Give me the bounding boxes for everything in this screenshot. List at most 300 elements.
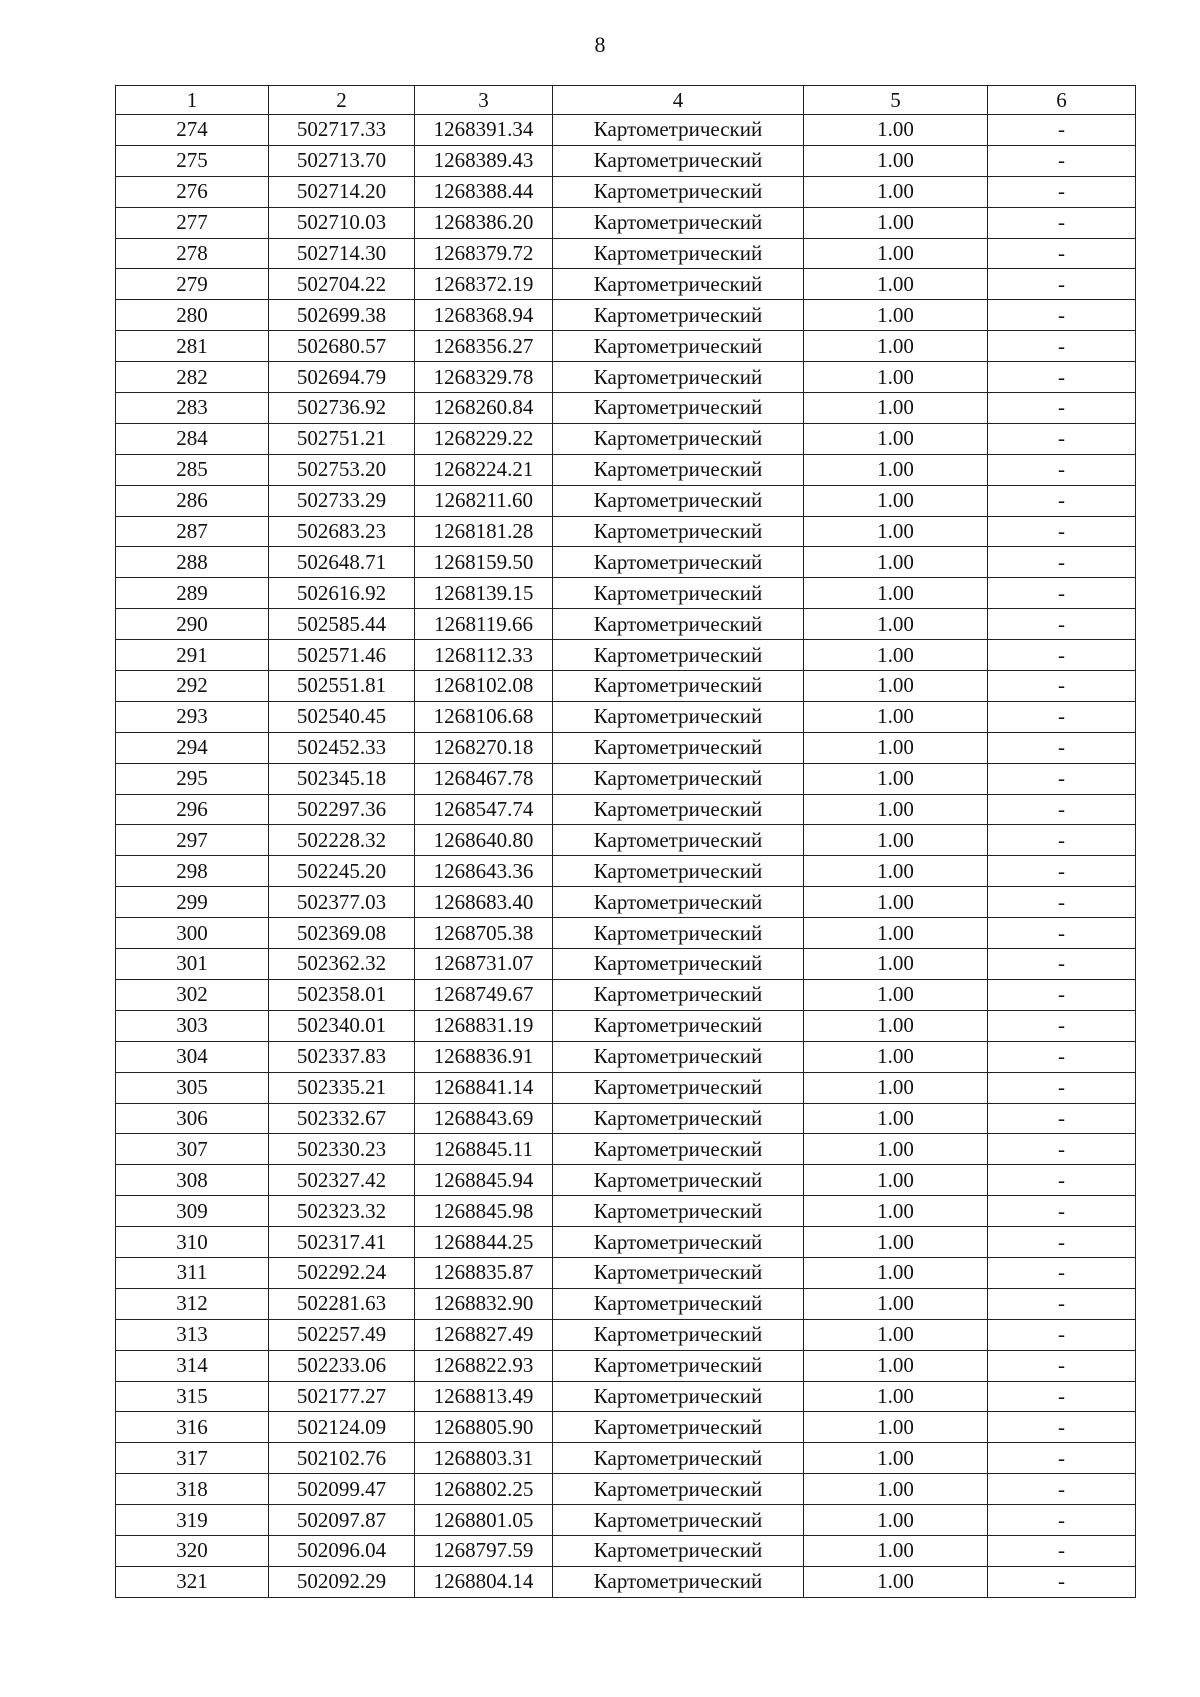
- method-cell: Картометрический: [553, 145, 804, 176]
- point-number-cell: 296: [116, 794, 269, 825]
- y-coordinate-cell: 1268705.38: [415, 918, 553, 949]
- y-coordinate-cell: 1268181.28: [415, 516, 553, 547]
- method-cell: Картометрический: [553, 362, 804, 393]
- method-cell: Картометрический: [553, 671, 804, 702]
- accuracy-cell: 1.00: [804, 1257, 988, 1288]
- column-header: 6: [988, 86, 1136, 115]
- accuracy-cell: 1.00: [804, 1505, 988, 1536]
- x-coordinate-cell: 502751.21: [269, 423, 415, 454]
- y-coordinate-cell: 1268797.59: [415, 1535, 553, 1566]
- method-cell: Картометрический: [553, 1041, 804, 1072]
- point-number-cell: 280: [116, 300, 269, 331]
- x-coordinate-cell: 502099.47: [269, 1474, 415, 1505]
- point-number-cell: 282: [116, 362, 269, 393]
- method-cell: Картометрический: [553, 1443, 804, 1474]
- y-coordinate-cell: 1268801.05: [415, 1505, 553, 1536]
- table-row: [116, 949, 1136, 980]
- accuracy-cell: 1.00: [804, 1443, 988, 1474]
- y-coordinate-cell: 1268845.98: [415, 1196, 553, 1227]
- method-cell: Картометрический: [553, 269, 804, 300]
- x-coordinate-cell: 502323.32: [269, 1196, 415, 1227]
- accuracy-cell: 1.00: [804, 1165, 988, 1196]
- note-cell: -: [988, 979, 1136, 1010]
- note-cell: -: [988, 1319, 1136, 1350]
- accuracy-cell: 1.00: [804, 1072, 988, 1103]
- point-number-cell: 283: [116, 393, 269, 424]
- accuracy-cell: 1.00: [804, 362, 988, 393]
- point-number-cell: 310: [116, 1227, 269, 1258]
- accuracy-cell: 1.00: [804, 1196, 988, 1227]
- table-row: [116, 887, 1136, 918]
- table-row: [116, 331, 1136, 362]
- accuracy-cell: 1.00: [804, 609, 988, 640]
- table-row: [116, 1412, 1136, 1443]
- method-cell: Картометрический: [553, 393, 804, 424]
- point-number-cell: 313: [116, 1319, 269, 1350]
- note-cell: -: [988, 238, 1136, 269]
- note-cell: -: [988, 701, 1136, 732]
- method-cell: Картометрический: [553, 979, 804, 1010]
- x-coordinate-cell: 502292.24: [269, 1257, 415, 1288]
- table-row: [116, 1381, 1136, 1412]
- point-number-cell: 292: [116, 671, 269, 702]
- method-cell: Картометрический: [553, 1381, 804, 1412]
- accuracy-cell: 1.00: [804, 1288, 988, 1319]
- accuracy-cell: 1.00: [804, 207, 988, 238]
- note-cell: -: [988, 1072, 1136, 1103]
- y-coordinate-cell: 1268224.21: [415, 454, 553, 485]
- column-header: 5: [804, 86, 988, 115]
- y-coordinate-cell: 1268813.49: [415, 1381, 553, 1412]
- point-number-cell: 290: [116, 609, 269, 640]
- y-coordinate-cell: 1268467.78: [415, 763, 553, 794]
- method-cell: Картометрический: [553, 918, 804, 949]
- table-row: [116, 485, 1136, 516]
- point-number-cell: 308: [116, 1165, 269, 1196]
- x-coordinate-cell: 502297.36: [269, 794, 415, 825]
- x-coordinate-cell: 502452.33: [269, 732, 415, 763]
- accuracy-cell: 1.00: [804, 423, 988, 454]
- accuracy-cell: 1.00: [804, 949, 988, 980]
- note-cell: -: [988, 763, 1136, 794]
- y-coordinate-cell: 1268844.25: [415, 1227, 553, 1258]
- table-row: [116, 856, 1136, 887]
- accuracy-cell: 1.00: [804, 979, 988, 1010]
- method-cell: Картометрический: [553, 115, 804, 146]
- y-coordinate-cell: 1268845.11: [415, 1134, 553, 1165]
- point-number-cell: 299: [116, 887, 269, 918]
- table-row: [116, 207, 1136, 238]
- note-cell: -: [988, 423, 1136, 454]
- table-row: [116, 825, 1136, 856]
- note-cell: -: [988, 454, 1136, 485]
- table-row: [116, 640, 1136, 671]
- note-cell: -: [988, 207, 1136, 238]
- note-cell: -: [988, 1505, 1136, 1536]
- y-coordinate-cell: 1268386.20: [415, 207, 553, 238]
- accuracy-cell: 1.00: [804, 516, 988, 547]
- note-cell: -: [988, 887, 1136, 918]
- x-coordinate-cell: 502097.87: [269, 1505, 415, 1536]
- table-row: [116, 1165, 1136, 1196]
- accuracy-cell: 1.00: [804, 1227, 988, 1258]
- x-coordinate-cell: 502713.70: [269, 145, 415, 176]
- note-cell: -: [988, 300, 1136, 331]
- y-coordinate-cell: 1268372.19: [415, 269, 553, 300]
- column-header: 3: [415, 86, 553, 115]
- table-row: [116, 454, 1136, 485]
- y-coordinate-cell: 1268119.66: [415, 609, 553, 640]
- method-cell: Картометрический: [553, 1474, 804, 1505]
- accuracy-cell: 1.00: [804, 393, 988, 424]
- y-coordinate-cell: 1268841.14: [415, 1072, 553, 1103]
- method-cell: Картометрический: [553, 485, 804, 516]
- method-cell: Картометрический: [553, 1505, 804, 1536]
- note-cell: -: [988, 1227, 1136, 1258]
- y-coordinate-cell: 1268832.90: [415, 1288, 553, 1319]
- note-cell: -: [988, 393, 1136, 424]
- note-cell: -: [988, 269, 1136, 300]
- accuracy-cell: 1.00: [804, 485, 988, 516]
- method-cell: Картометрический: [553, 825, 804, 856]
- y-coordinate-cell: 1268106.68: [415, 701, 553, 732]
- method-cell: Картометрический: [553, 578, 804, 609]
- point-number-cell: 284: [116, 423, 269, 454]
- x-coordinate-cell: 502330.23: [269, 1134, 415, 1165]
- y-coordinate-cell: 1268640.80: [415, 825, 553, 856]
- x-coordinate-cell: 502585.44: [269, 609, 415, 640]
- method-cell: Картометрический: [553, 1566, 804, 1597]
- y-coordinate-cell: 1268102.08: [415, 671, 553, 702]
- note-cell: -: [988, 115, 1136, 146]
- point-number-cell: 286: [116, 485, 269, 516]
- y-coordinate-cell: 1268159.50: [415, 547, 553, 578]
- method-cell: Картометрический: [553, 300, 804, 331]
- method-cell: Картометрический: [553, 1288, 804, 1319]
- table-row: [116, 609, 1136, 640]
- y-coordinate-cell: 1268547.74: [415, 794, 553, 825]
- table-row: [116, 423, 1136, 454]
- point-number-cell: 274: [116, 115, 269, 146]
- method-cell: Картометрический: [553, 176, 804, 207]
- point-number-cell: 306: [116, 1103, 269, 1134]
- point-number-cell: 319: [116, 1505, 269, 1536]
- accuracy-cell: 1.00: [804, 825, 988, 856]
- accuracy-cell: 1.00: [804, 300, 988, 331]
- method-cell: Картометрический: [553, 887, 804, 918]
- method-cell: Картометрический: [553, 516, 804, 547]
- column-header: 4: [553, 86, 804, 115]
- y-coordinate-cell: 1268843.69: [415, 1103, 553, 1134]
- x-coordinate-cell: 502102.76: [269, 1443, 415, 1474]
- method-cell: Картометрический: [553, 1196, 804, 1227]
- x-coordinate-cell: 502092.29: [269, 1566, 415, 1597]
- method-cell: Картометрический: [553, 609, 804, 640]
- table-row: [116, 300, 1136, 331]
- table-row: [116, 1196, 1136, 1227]
- x-coordinate-cell: 502332.67: [269, 1103, 415, 1134]
- x-coordinate-cell: 502551.81: [269, 671, 415, 702]
- note-cell: -: [988, 1010, 1136, 1041]
- accuracy-cell: 1.00: [804, 732, 988, 763]
- y-coordinate-cell: 1268139.15: [415, 578, 553, 609]
- method-cell: Картометрический: [553, 1134, 804, 1165]
- x-coordinate-cell: 502616.92: [269, 578, 415, 609]
- table-row: [116, 1010, 1136, 1041]
- point-number-cell: 318: [116, 1474, 269, 1505]
- accuracy-cell: 1.00: [804, 1566, 988, 1597]
- note-cell: -: [988, 516, 1136, 547]
- note-cell: -: [988, 362, 1136, 393]
- y-coordinate-cell: 1268260.84: [415, 393, 553, 424]
- method-cell: Картометрический: [553, 423, 804, 454]
- point-number-cell: 314: [116, 1350, 269, 1381]
- table-row: [116, 1227, 1136, 1258]
- accuracy-cell: 1.00: [804, 115, 988, 146]
- y-coordinate-cell: 1268388.44: [415, 176, 553, 207]
- note-cell: -: [988, 1535, 1136, 1566]
- x-coordinate-cell: 502337.83: [269, 1041, 415, 1072]
- y-coordinate-cell: 1268803.31: [415, 1443, 553, 1474]
- note-cell: -: [988, 1288, 1136, 1319]
- point-number-cell: 278: [116, 238, 269, 269]
- table-row: [116, 1566, 1136, 1597]
- table-row: [116, 1103, 1136, 1134]
- point-number-cell: 295: [116, 763, 269, 794]
- note-cell: -: [988, 856, 1136, 887]
- accuracy-cell: 1.00: [804, 1010, 988, 1041]
- method-cell: Картометрический: [553, 1535, 804, 1566]
- note-cell: -: [988, 1134, 1136, 1165]
- note-cell: -: [988, 732, 1136, 763]
- method-cell: Картометрический: [553, 732, 804, 763]
- table-row: [116, 1072, 1136, 1103]
- x-coordinate-cell: 502717.33: [269, 115, 415, 146]
- point-number-cell: 293: [116, 701, 269, 732]
- note-cell: -: [988, 578, 1136, 609]
- table-row: [116, 732, 1136, 763]
- point-number-cell: 288: [116, 547, 269, 578]
- x-coordinate-cell: 502369.08: [269, 918, 415, 949]
- accuracy-cell: 1.00: [804, 671, 988, 702]
- x-coordinate-cell: 502233.06: [269, 1350, 415, 1381]
- method-cell: Картометрический: [553, 1350, 804, 1381]
- x-coordinate-cell: 502714.20: [269, 176, 415, 207]
- x-coordinate-cell: 502699.38: [269, 300, 415, 331]
- table-row: [116, 362, 1136, 393]
- note-cell: -: [988, 825, 1136, 856]
- note-cell: -: [988, 547, 1136, 578]
- column-header: 2: [269, 86, 415, 115]
- accuracy-cell: 1.00: [804, 1041, 988, 1072]
- x-coordinate-cell: 502362.32: [269, 949, 415, 980]
- x-coordinate-cell: 502257.49: [269, 1319, 415, 1350]
- point-number-cell: 298: [116, 856, 269, 887]
- table-row: [116, 516, 1136, 547]
- point-number-cell: 285: [116, 454, 269, 485]
- method-cell: Картометрический: [553, 763, 804, 794]
- method-cell: Картометрический: [553, 207, 804, 238]
- y-coordinate-cell: 1268802.25: [415, 1474, 553, 1505]
- point-number-cell: 277: [116, 207, 269, 238]
- table-row: [116, 1505, 1136, 1536]
- point-number-cell: 316: [116, 1412, 269, 1443]
- table-row: [116, 176, 1136, 207]
- accuracy-cell: 1.00: [804, 856, 988, 887]
- note-cell: -: [988, 331, 1136, 362]
- accuracy-cell: 1.00: [804, 640, 988, 671]
- note-cell: -: [988, 640, 1136, 671]
- y-coordinate-cell: 1268356.27: [415, 331, 553, 362]
- x-coordinate-cell: 502683.23: [269, 516, 415, 547]
- point-number-cell: 321: [116, 1566, 269, 1597]
- table-row: [116, 1134, 1136, 1165]
- point-number-cell: 279: [116, 269, 269, 300]
- y-coordinate-cell: 1268749.67: [415, 979, 553, 1010]
- note-cell: -: [988, 918, 1136, 949]
- accuracy-cell: 1.00: [804, 176, 988, 207]
- method-cell: Картометрический: [553, 794, 804, 825]
- x-coordinate-cell: 502124.09: [269, 1412, 415, 1443]
- x-coordinate-cell: 502710.03: [269, 207, 415, 238]
- note-cell: -: [988, 949, 1136, 980]
- x-coordinate-cell: 502345.18: [269, 763, 415, 794]
- accuracy-cell: 1.00: [804, 918, 988, 949]
- note-cell: -: [988, 145, 1136, 176]
- point-number-cell: 303: [116, 1010, 269, 1041]
- accuracy-cell: 1.00: [804, 763, 988, 794]
- table-row: [116, 1350, 1136, 1381]
- method-cell: Картометрический: [553, 949, 804, 980]
- note-cell: -: [988, 1041, 1136, 1072]
- x-coordinate-cell: 502177.27: [269, 1381, 415, 1412]
- method-cell: Картометрический: [553, 1010, 804, 1041]
- table-row: [116, 1257, 1136, 1288]
- accuracy-cell: 1.00: [804, 578, 988, 609]
- y-coordinate-cell: 1268379.72: [415, 238, 553, 269]
- table-row: [116, 979, 1136, 1010]
- y-coordinate-cell: 1268643.36: [415, 856, 553, 887]
- y-coordinate-cell: 1268229.22: [415, 423, 553, 454]
- note-cell: -: [988, 485, 1136, 516]
- y-coordinate-cell: 1268683.40: [415, 887, 553, 918]
- table-row: [116, 393, 1136, 424]
- note-cell: -: [988, 1165, 1136, 1196]
- table-row: [116, 918, 1136, 949]
- note-cell: -: [988, 1443, 1136, 1474]
- note-cell: -: [988, 671, 1136, 702]
- table-row: [116, 1288, 1136, 1319]
- point-number-cell: 276: [116, 176, 269, 207]
- point-number-cell: 309: [116, 1196, 269, 1227]
- table-row: [116, 578, 1136, 609]
- y-coordinate-cell: 1268804.14: [415, 1566, 553, 1597]
- x-coordinate-cell: 502281.63: [269, 1288, 415, 1319]
- x-coordinate-cell: 502096.04: [269, 1535, 415, 1566]
- method-cell: Картометрический: [553, 454, 804, 485]
- point-number-cell: 287: [116, 516, 269, 547]
- y-coordinate-cell: 1268835.87: [415, 1257, 553, 1288]
- method-cell: Картометрический: [553, 331, 804, 362]
- x-coordinate-cell: 502680.57: [269, 331, 415, 362]
- y-coordinate-cell: 1268389.43: [415, 145, 553, 176]
- x-coordinate-cell: 502736.92: [269, 393, 415, 424]
- point-number-cell: 294: [116, 732, 269, 763]
- note-cell: -: [988, 1103, 1136, 1134]
- x-coordinate-cell: 502358.01: [269, 979, 415, 1010]
- accuracy-cell: 1.00: [804, 454, 988, 485]
- accuracy-cell: 1.00: [804, 1535, 988, 1566]
- table-row: [116, 145, 1136, 176]
- note-cell: -: [988, 1350, 1136, 1381]
- table-row: [116, 671, 1136, 702]
- method-cell: Картометрический: [553, 1412, 804, 1443]
- table-header-row: [116, 86, 1136, 115]
- accuracy-cell: 1.00: [804, 794, 988, 825]
- method-cell: Картометрический: [553, 640, 804, 671]
- y-coordinate-cell: 1268805.90: [415, 1412, 553, 1443]
- note-cell: -: [988, 1474, 1136, 1505]
- note-cell: -: [988, 609, 1136, 640]
- x-coordinate-cell: 502327.42: [269, 1165, 415, 1196]
- table-row: [116, 269, 1136, 300]
- table-row: [116, 1041, 1136, 1072]
- point-number-cell: 275: [116, 145, 269, 176]
- table-row: [116, 1443, 1136, 1474]
- accuracy-cell: 1.00: [804, 887, 988, 918]
- method-cell: Картометрический: [553, 238, 804, 269]
- y-coordinate-cell: 1268270.18: [415, 732, 553, 763]
- method-cell: Картометрический: [553, 701, 804, 732]
- x-coordinate-cell: 502245.20: [269, 856, 415, 887]
- point-number-cell: 312: [116, 1288, 269, 1319]
- x-coordinate-cell: 502571.46: [269, 640, 415, 671]
- accuracy-cell: 1.00: [804, 1103, 988, 1134]
- y-coordinate-cell: 1268836.91: [415, 1041, 553, 1072]
- y-coordinate-cell: 1268368.94: [415, 300, 553, 331]
- accuracy-cell: 1.00: [804, 1381, 988, 1412]
- point-number-cell: 281: [116, 331, 269, 362]
- method-cell: Картометрический: [553, 1165, 804, 1196]
- note-cell: -: [988, 1412, 1136, 1443]
- y-coordinate-cell: 1268827.49: [415, 1319, 553, 1350]
- accuracy-cell: 1.00: [804, 238, 988, 269]
- point-number-cell: 305: [116, 1072, 269, 1103]
- table-row: [116, 701, 1136, 732]
- point-number-cell: 301: [116, 949, 269, 980]
- method-cell: Картометрический: [553, 547, 804, 578]
- x-coordinate-cell: 502317.41: [269, 1227, 415, 1258]
- accuracy-cell: 1.00: [804, 1412, 988, 1443]
- accuracy-cell: 1.00: [804, 1134, 988, 1165]
- x-coordinate-cell: 502335.21: [269, 1072, 415, 1103]
- table-row: [116, 763, 1136, 794]
- x-coordinate-cell: 502753.20: [269, 454, 415, 485]
- point-number-cell: 300: [116, 918, 269, 949]
- method-cell: Картометрический: [553, 1103, 804, 1134]
- y-coordinate-cell: 1268211.60: [415, 485, 553, 516]
- point-number-cell: 320: [116, 1535, 269, 1566]
- table-row: [116, 238, 1136, 269]
- accuracy-cell: 1.00: [804, 269, 988, 300]
- y-coordinate-cell: 1268112.33: [415, 640, 553, 671]
- x-coordinate-cell: 502228.32: [269, 825, 415, 856]
- point-number-cell: 289: [116, 578, 269, 609]
- note-cell: -: [988, 1381, 1136, 1412]
- accuracy-cell: 1.00: [804, 547, 988, 578]
- point-number-cell: 315: [116, 1381, 269, 1412]
- note-cell: -: [988, 1196, 1136, 1227]
